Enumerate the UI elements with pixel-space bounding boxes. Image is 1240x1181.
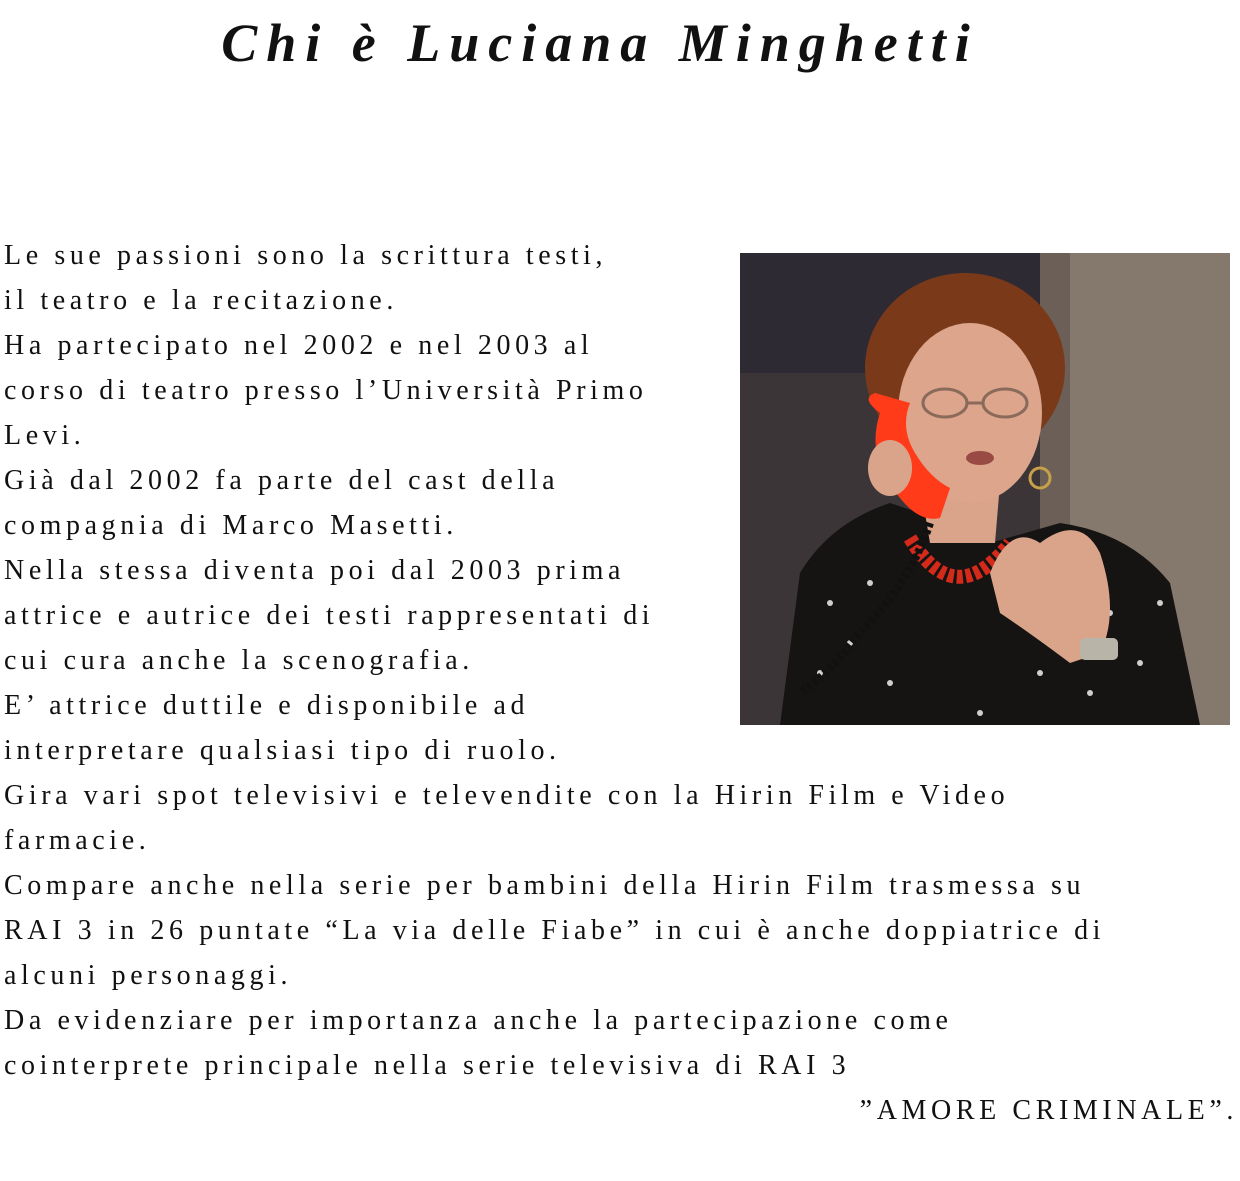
body-line: il teatro e la recitazione. (4, 285, 398, 316)
body-line: Già dal 2002 fa parte del cast della (4, 465, 560, 496)
body-line: cui cura anche la scenografia. (4, 645, 474, 676)
body-line: compagnia di Marco Masetti. (4, 510, 458, 541)
page-title: Chi è Luciana Minghetti (221, 13, 979, 73)
body-line: cointerprete principale nella serie televisiva di RAI 3 (4, 1050, 851, 1081)
body-line: E’ attrice duttile e disponibile ad (4, 690, 530, 721)
body-line: Nella stessa diventa poi dal 2003 prima (4, 555, 626, 586)
portrait-photo (740, 253, 1230, 725)
body-line: Gira vari spot televisivi e televendite con la Hirin Film e Video (4, 780, 1010, 811)
body-line: Ha partecipato nel 2002 e nel 2003 al (4, 330, 594, 361)
body-line: farmacie. (4, 825, 151, 856)
body-line: corso di teatro presso l’Università Primo (4, 375, 648, 406)
body-line: Da evidenziare per importanza anche la partecipazione come (4, 1005, 953, 1036)
body-line: alcuni personaggi. (4, 960, 293, 991)
body-line: Levi. (4, 420, 86, 451)
body-line: attrice e autrice dei testi rappresentati di (4, 600, 655, 631)
body-line: RAI 3 in 26 puntate “La via delle Fiabe” in cui è anche doppiatrice di (4, 915, 1106, 946)
body-line: Le sue passioni sono la scrittura testi, (4, 240, 608, 271)
body-line: Compare anche nella serie per bambini della Hirin Film trasmessa su (4, 870, 1086, 901)
body-line: ”AMORE CRIMINALE”. (859, 1095, 1238, 1126)
body-line: interpretare qualsiasi tipo di ruolo. (4, 735, 561, 766)
